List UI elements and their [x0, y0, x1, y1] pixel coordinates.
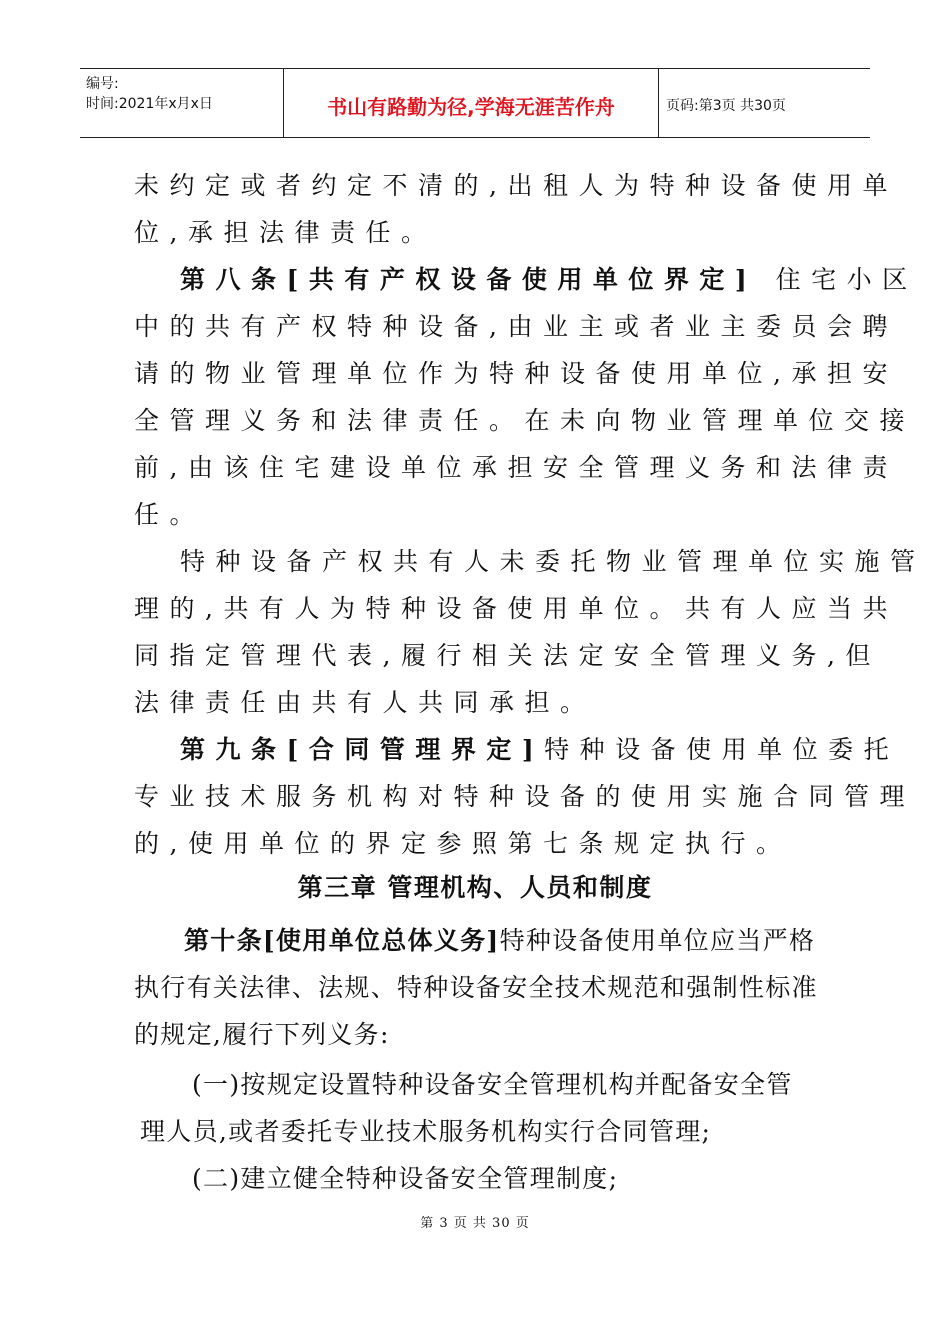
article-10-text: 特种设备使用单位应当严格 — [499, 926, 816, 955]
article-9-heading: 第九条[合同管理界定] — [180, 735, 545, 764]
paragraph-line: 的,使用单位的界定参照第七条规定执行。 — [134, 829, 792, 858]
motto-text: 书山有路勤为径,学海无涯苦作舟 — [327, 95, 615, 119]
list-item: (一)按规定设置特种设备安全管理机构并配备安全管 — [192, 1070, 793, 1099]
paragraph-line: 的规定,履行下列义务: — [134, 1020, 390, 1049]
list-item: (二)建立健全特种设备安全管理制度; — [192, 1164, 619, 1193]
paragraph-line: 专业技术服务机构对特种设备的使用实施合同管理 — [134, 782, 916, 811]
article-9-line — [180, 730, 899, 766]
header-motto-cell — [283, 69, 659, 137]
number-label: 编号: — [86, 76, 119, 92]
list-item: 理人员,或者委托专业技术服务机构实行合同管理; — [140, 1117, 712, 1146]
article-10-heading: 第十条[使用单位总体义务] — [184, 926, 500, 955]
paragraph-line: 执行有关法律、法规、特种设备安全技术规范和强制性标准 — [134, 973, 818, 1002]
article-8-line — [180, 260, 918, 296]
page-label: 页码:第3页 共30页 — [666, 98, 786, 114]
paragraph-line: 全管理义务和法律责任。在未向物业管理单位交接 — [134, 406, 916, 435]
article-9-text: 特种设备使用单位委托 — [544, 735, 900, 764]
article-10-line — [184, 921, 815, 957]
document-header — [80, 68, 870, 138]
paragraph-line: 特种设备产权共有人未委托物业管理单位实施管 — [180, 547, 926, 576]
paragraph-line: 任。 — [134, 500, 206, 529]
article-8-heading: 第八条[共有产权设备使用单位界定] — [180, 265, 758, 294]
paragraph-line: 请的物业管理单位作为特种设备使用单位,承担安 — [134, 359, 898, 388]
paragraph-line: 理的,共有人为特种设备使用单位。共有人应当共 — [134, 594, 898, 623]
paragraph-line: 位,承担法律责任。 — [134, 218, 437, 247]
paragraph-line: 中的共有产权特种设备,由业主或者业主委员会聘 — [134, 312, 898, 341]
paragraph-line: 未约定或者约定不清的,出租人为特种设备使用单 — [134, 171, 898, 200]
paragraph-line: 同指定管理代表,履行相关法定安全管理义务,但 — [134, 641, 881, 670]
paragraph-line: 前,由该住宅建设单位承担安全管理义务和法律责 — [134, 453, 898, 482]
header-meta-cell — [80, 69, 283, 137]
paragraph-line: 法律责任由共有人共同承担。 — [134, 688, 596, 717]
header-page-cell — [658, 69, 870, 137]
time-label: 时间:2021年x月x日 — [86, 96, 213, 112]
article-8-text: 住宅小区 — [757, 265, 918, 294]
page-footer: 第 3 页 共 30 页 — [420, 1216, 530, 1231]
chapter-heading: 第三章 管理机构、人员和制度 — [297, 873, 653, 902]
